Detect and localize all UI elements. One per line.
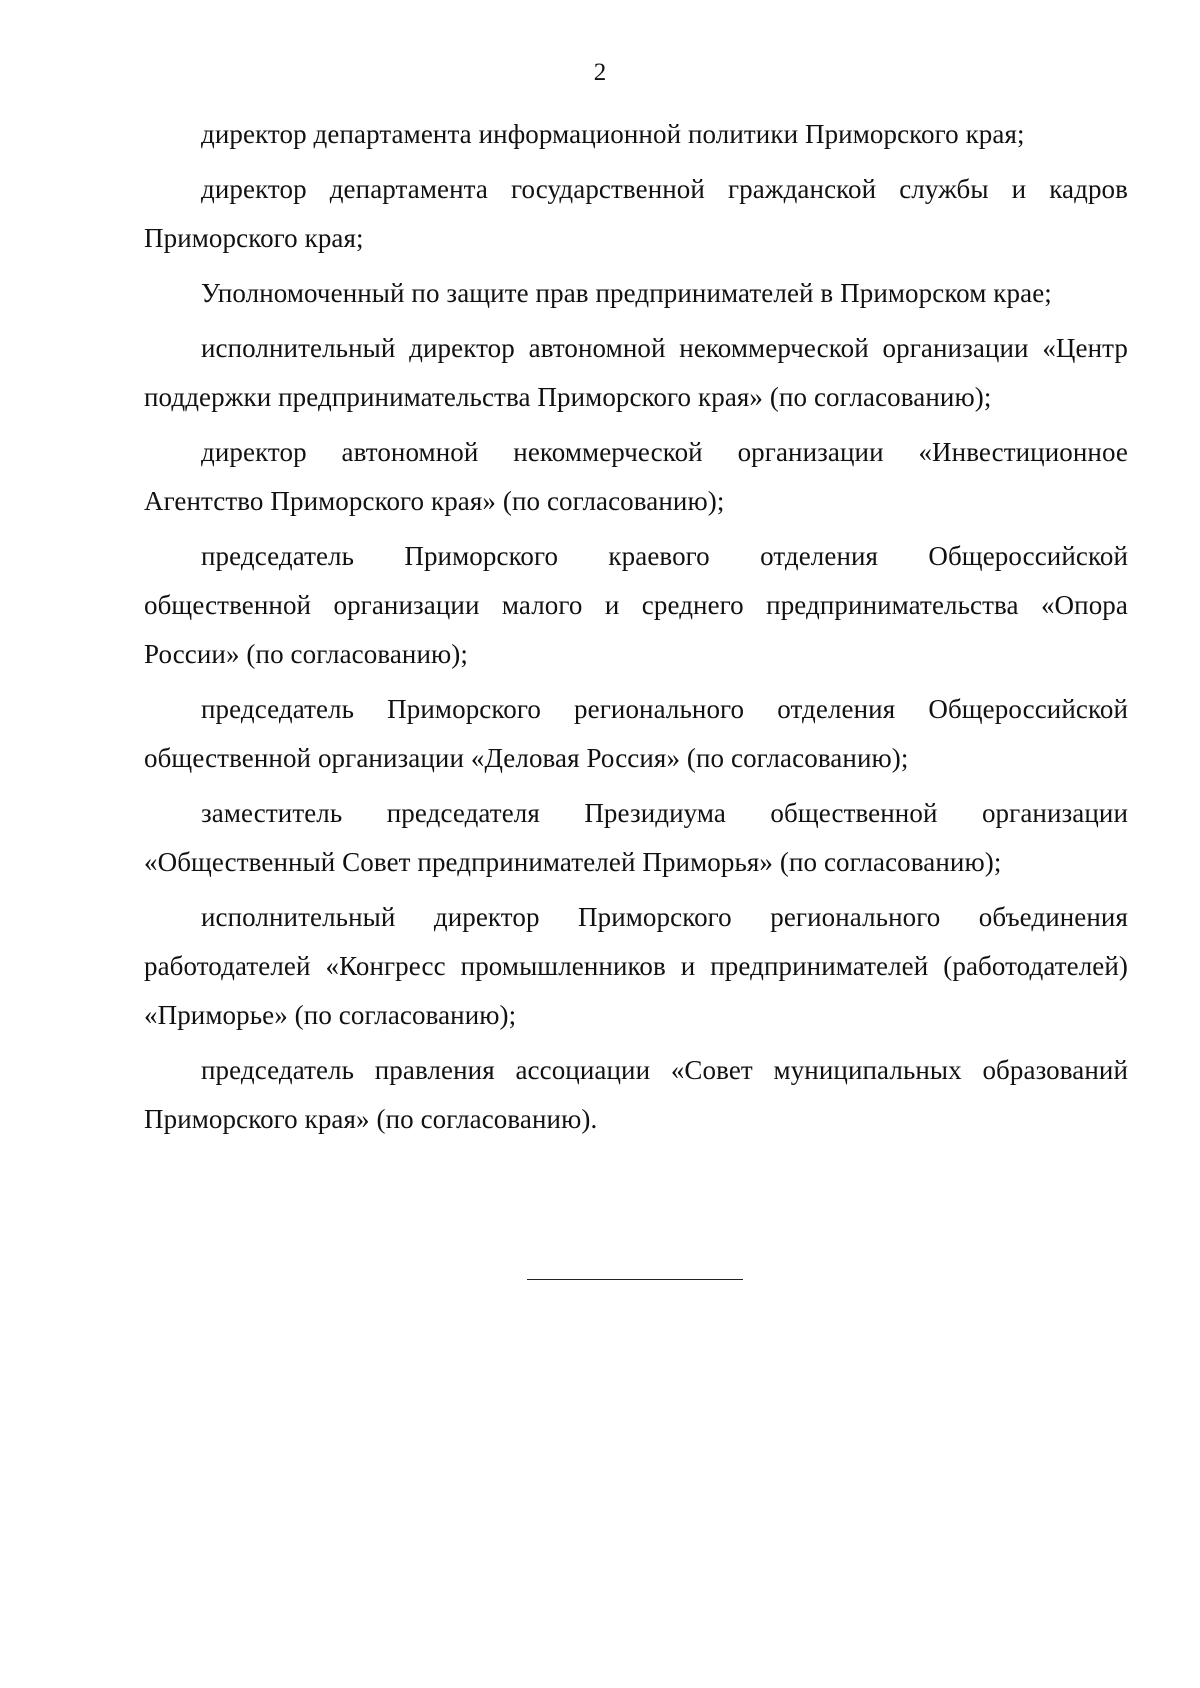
paragraph: заместитель председателя Президиума общественной организации «Общественный Совет предпринимателей Приморья» (по согласованию); [144, 798, 1128, 877]
paragraph: исполнительный директор автономной некоммерческой организации «Центр поддержки предпринимательства Приморского края» (по согласованию); [144, 333, 1128, 412]
paragraph: директор департамента информационной политики Приморского края; [201, 119, 1025, 149]
paragraph: председатель правления ассоциации «Совет муниципальных образований Приморского края» (по согласованию). [144, 1055, 1128, 1134]
paragraph: Уполномоченный по защите прав предпринимателей в Приморском крае; [201, 278, 1052, 308]
paragraph: исполнительный директор Приморского регионального объединения работодателей «Конгресс промышленников и предпринимателей (работодателей) «Приморье» (по согласованию); [144, 902, 1128, 1030]
paragraph: директор департамента государственной гражданской службы и кадров Приморского края; [144, 174, 1128, 253]
paragraph: председатель Приморского регионального отделения Общероссийской общественной организации «Деловая Россия» (по согласованию); [144, 694, 1128, 773]
paragraph: директор автономной некоммерческой организации «Инвестиционное Агентство Приморского края» (по согласованию); [144, 437, 1128, 516]
document-body [144, 110, 1128, 1150]
end-of-list-divider [527, 1279, 743, 1280]
paragraph: председатель Приморского краевого отделения Общероссийской общественной организации малого и среднего предпринимательства «Опора России» (по согласованию); [144, 541, 1128, 669]
page-number: 2 [593, 59, 607, 86]
